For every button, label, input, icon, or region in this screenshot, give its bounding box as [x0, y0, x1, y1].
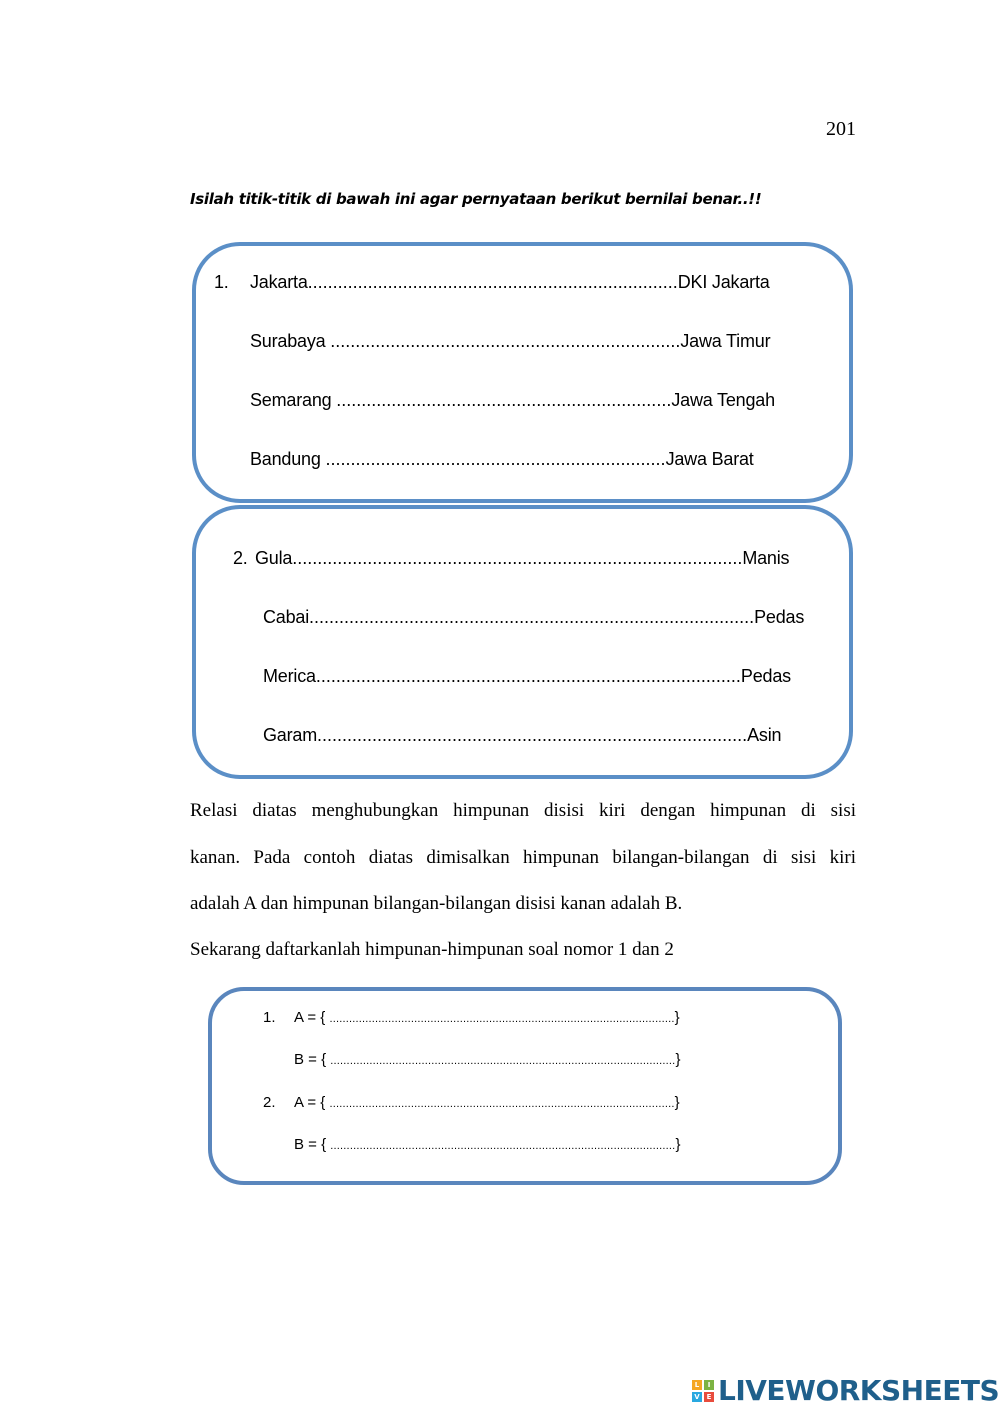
- q2-right: Manis: [742, 548, 790, 568]
- q1-right: Jawa Timur: [680, 331, 771, 351]
- q2-left: Gula: [255, 548, 293, 568]
- q1-row-3: [250, 390, 775, 411]
- q1-number: 1.: [214, 272, 229, 292]
- q2-dots[interactable]: ......................................................................................: [317, 725, 748, 745]
- set-close: }: [675, 1136, 681, 1153]
- q2-row-1: [233, 548, 789, 569]
- q2-row-3: [263, 666, 791, 687]
- live-icon-v: V: [692, 1392, 702, 1402]
- q2-left: Garam: [263, 725, 318, 745]
- q1-row-4: [250, 449, 754, 470]
- set-label: A = {: [294, 1009, 330, 1026]
- set-close: }: [675, 1051, 681, 1068]
- q1-right: Jawa Tengah: [671, 390, 775, 410]
- q1-dots[interactable]: ....................................................................: [325, 449, 666, 469]
- q2-dots[interactable]: ..........................................................................................: [292, 548, 743, 568]
- q1-left: Jakarta: [250, 272, 308, 292]
- set-label: B = {: [294, 1051, 331, 1068]
- set-row-1A: [263, 1009, 680, 1026]
- q1-dots[interactable]: ..........................................................................: [307, 272, 678, 292]
- q2-right: Pedas: [740, 666, 791, 686]
- set-number: 1.: [263, 1009, 276, 1026]
- q1-right: DKI Jakarta: [677, 272, 770, 292]
- live-icon: [692, 1380, 714, 1402]
- set-answer-field[interactable]: ..........................................................................................................: [329, 1098, 675, 1110]
- q2-row-4: [263, 725, 781, 746]
- paragraph-line-2: kanan. Pada contoh diatas dimisalkan himpunan bilangan-bilangan di sisi kiri: [190, 847, 856, 868]
- set-close: }: [674, 1009, 680, 1026]
- q2-left: Cabai: [263, 607, 310, 627]
- instruction-heading: Isilah titik-titik di bawah ini agar pernyataan berikut bernilai benar..!!: [190, 190, 762, 208]
- set-close: }: [674, 1094, 680, 1111]
- set-answer-field[interactable]: ..........................................................................................................: [330, 1055, 676, 1067]
- live-icon-e: E: [704, 1392, 714, 1402]
- set-row-1B: [294, 1051, 680, 1068]
- q2-right: Pedas: [754, 607, 805, 627]
- q2-left: Merica: [263, 666, 316, 686]
- paragraph-line-3: adalah A dan himpunan bilangan-bilangan disisi kanan adalah B.: [190, 893, 683, 914]
- q2-dots[interactable]: .........................................................................................: [309, 607, 755, 627]
- paragraph-line-1: Relasi diatas menghubungkan himpunan disisi kiri dengan himpunan di sisi: [190, 800, 856, 821]
- set-row-2B: [294, 1136, 680, 1153]
- q1-dots[interactable]: ......................................................................: [330, 331, 681, 351]
- live-icon-l: L: [692, 1380, 702, 1390]
- liveworksheets-logo[interactable]: [692, 1374, 999, 1407]
- q1-row-1: [214, 272, 770, 293]
- q2-row-2: [263, 607, 804, 628]
- q1-left: Surabaya: [250, 331, 331, 351]
- set-number: 2.: [263, 1094, 276, 1111]
- page-number: 201: [826, 118, 856, 140]
- set-answer-field[interactable]: ..........................................................................................................: [329, 1013, 675, 1025]
- q2-dots[interactable]: .....................................................................................: [315, 666, 741, 686]
- q1-row-2: [250, 331, 770, 352]
- set-label: A = {: [294, 1094, 330, 1111]
- set-answer-field[interactable]: ..........................................................................................................: [330, 1140, 676, 1152]
- logo-text: LIVEWORKSHEETS: [718, 1374, 1000, 1407]
- live-icon-i: I: [704, 1380, 714, 1390]
- prompt-text: Sekarang daftarkanlah himpunan-himpunan soal nomor 1 dan 2: [190, 939, 674, 960]
- q1-right: Jawa Barat: [665, 449, 754, 469]
- set-label: B = {: [294, 1136, 331, 1153]
- set-row-2A: [263, 1094, 680, 1111]
- q1-dots[interactable]: ...................................................................: [336, 390, 672, 410]
- q2-right: Asin: [747, 725, 782, 745]
- q2-number: 2.: [233, 548, 248, 568]
- q1-left: Bandung: [250, 449, 326, 469]
- q1-left: Semarang: [250, 390, 337, 410]
